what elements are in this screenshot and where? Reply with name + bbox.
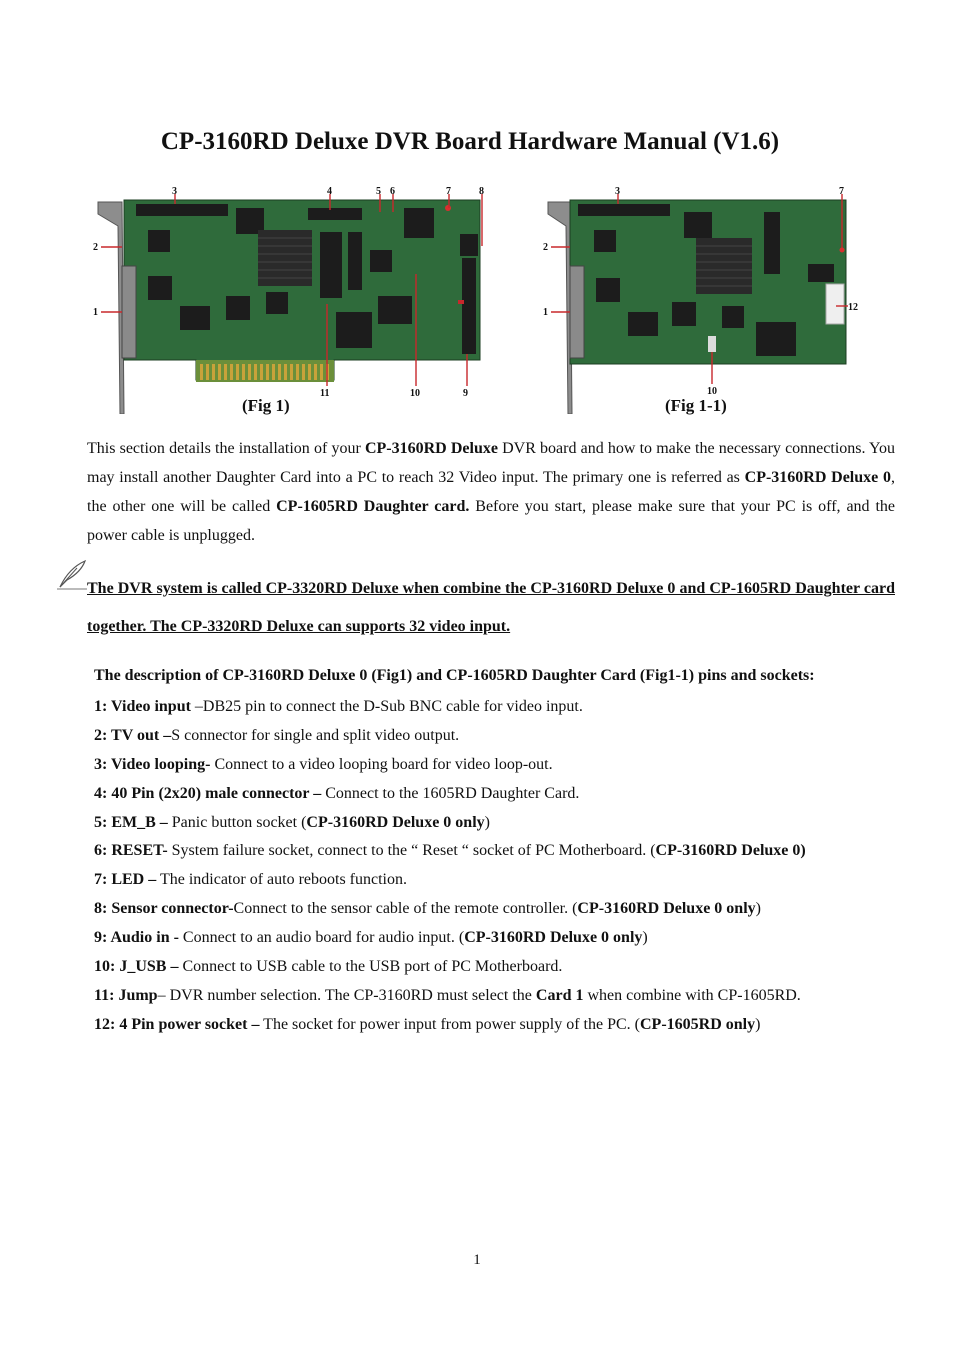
pins-list <box>94 696 806 1043</box>
figure-1-1-board-photo <box>538 186 868 414</box>
list-item: 4: 40 Pin (2x20) male connector – Connect to the 1605RD Daughter Card. <box>94 784 580 802</box>
list-item: 6: RESET- System failure socket, connect to the “ Reset “ socket of PC Motherboard. (CP-3160RD Deluxe 0) <box>94 842 806 860</box>
page-title: CP-3160RD Deluxe DVR Board Hardware Manual (V1.6) <box>160 128 780 155</box>
fig1-label-6: 6 <box>390 186 395 197</box>
list-item: 12: 4 Pin power socket – The socket for power input from power supply of the PC. (CP-1605RD only) <box>94 1015 761 1033</box>
intro-paragraph: This section details the installation of your CP-3160RD Deluxe DVR board and how to make the necessary connections. You may install another Daughter Card into a PC to reach 32 Video input. The primary one is referred as CP-3160RD Deluxe 0, the other one will be called CP-1605RD Daughter card. Before you start, please make sure that your PC is off, and the power cable is unplugged. <box>87 440 895 544</box>
list-item: 1: Video input –DB25 pin to connect the D-Sub BNC cable for video input. <box>94 698 583 715</box>
fig1-label-1: 1 <box>93 307 98 318</box>
list-item: 3: Video looping- Connect to a video looping board for video loop-out. <box>94 755 553 773</box>
fig1-label-9: 9 <box>463 388 468 399</box>
list-item: 2: TV out –S connector for single and split video output. <box>94 726 460 744</box>
fig1-label-4: 4 <box>327 186 332 197</box>
fig1-1-label-2: 2 <box>543 242 548 253</box>
fig1-label-11: 11 <box>320 388 330 399</box>
fig1-1-label-12: 12 <box>848 302 858 313</box>
fig1-label-2: 2 <box>93 242 98 253</box>
fig1-1-label-10: 10 <box>707 386 717 397</box>
list-item: 8: Sensor connector-Connect to the sensor cable of the remote controller. (CP-3160RD Deluxe 0 only) <box>94 900 761 918</box>
page-number: 1 <box>473 1252 481 1268</box>
list-item: 7: LED – The indicator of auto reboots function. <box>94 871 407 889</box>
fig1-1-label-1: 1 <box>543 307 548 318</box>
note-text: The DVR system is called CP-3320RD Deluxe when combine the CP-3160RD Deluxe 0 and CP-1605RD Daughter card together. The CP-3320RD Deluxe can supports 32 video input. <box>87 580 895 635</box>
pins-description-title: The description of CP-3160RD Deluxe 0 (Fig1) and CP-1605RD Daughter Card (Fig1-1) pins and sockets: <box>94 667 815 684</box>
fig1-label-5: 5 <box>376 186 381 197</box>
fig1-1-label-3: 3 <box>615 186 620 197</box>
figure-1-board-photo <box>88 186 498 414</box>
list-item: 9: Audio in - Connect to an audio board for audio input. (CP-3160RD Deluxe 0 only) <box>94 929 648 947</box>
figure-1-caption: (Fig 1) <box>242 396 290 415</box>
list-item: 5: EM_B – Panic button socket (CP-3160RD Deluxe 0 only) <box>94 813 490 831</box>
feather-pen-icon <box>57 558 89 595</box>
list-item: 11: Jump– DVR number selection. The CP-3160RD must select the Card 1 when combine with CP-1605RD. <box>94 986 801 1004</box>
fig1-1-label-7: 7 <box>839 186 844 197</box>
figure-1-1-caption: (Fig 1-1) <box>665 396 727 415</box>
fig1-label-7: 7 <box>446 186 451 197</box>
fig1-label-8: 8 <box>479 186 484 197</box>
fig1-label-3: 3 <box>172 186 177 197</box>
fig1-label-10: 10 <box>410 388 420 399</box>
list-item: 10: J_USB – Connect to USB cable to the USB port of PC Motherboard. <box>94 958 563 976</box>
